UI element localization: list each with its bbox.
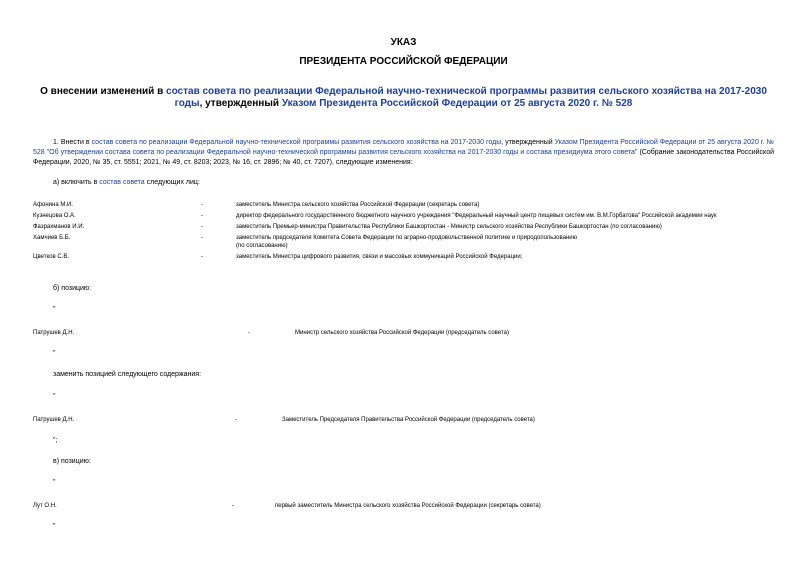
heading-text-2: , утвержденный [199,98,282,109]
member-dash: - [201,213,203,219]
section-b-label: б) позицию: [53,285,92,292]
para-link-decree[interactable]: Указом Президента Российской Федерации от 25 августа 2020 г. № 528 "Об утверждении состава совета по реализации Федеральной научно-технической программы развития сельского хозяйства на 2017-2030 годы и состава президиума этого совета" [33,139,774,156]
heading-text-1: О внесении изменений в [40,86,167,97]
position-name: Патрушев Д.Н. [33,417,75,423]
para-text-1: 1. Внести в [53,139,92,146]
heading-link-council[interactable]: состав совета по реализации Федеральной научно-технической программы развития сельского хозяйства на 2017-2030 годы [166,86,767,109]
member-dash: - [201,235,203,241]
member-row [33,234,793,252]
decree-issuer: ПРЕЗИДЕНТА РОССИЙСКОЙ ФЕДЕРАЦИИ [299,56,508,67]
member-dash: - [201,224,203,230]
quote-open: " [53,393,56,400]
quote-open: " [53,306,56,313]
member-desc: заместитель Министра сельского хозяйства Российской Федерации (секретарь совета) [236,202,480,208]
position-name: Патрушев Д.Н. [33,330,75,336]
member-name: Афонина М.И. [33,202,73,208]
member-desc: заместитель Министра цифрового развития, связи и массовых коммуникаций Российской Федерации; [236,254,523,260]
member-dash: - [201,254,203,260]
member-name: Кузнецова О.А. [33,213,76,219]
para-text-3: (Собрание законодательства Российской Федерации, 2020, № 35, ст. 5551; 2021, № 49, ст. 8203; 2023, № 16, ст. 2896; № 40, ст. 7207), следующие изменения: [33,149,775,166]
member-desc-note: (по согласованию) [236,243,288,249]
para-text-2: , утвержденный [501,139,555,146]
member-dash: - [201,202,203,208]
position-name: Лут О.Н. [33,503,57,509]
decree-title: УКАЗ [390,37,417,48]
quote-close: " [53,350,56,357]
quote-close: "; [53,437,58,444]
replace-label: заменить позицией следующего содержания: [53,371,202,378]
position-desc: первый заместитель Министра сельского хозяйства Российской Федерации (секретарь совета) [275,503,541,509]
member-name: Фазрахманов И.И. [33,224,85,230]
position-dash: - [235,417,237,423]
member-desc: заместитель Премьер-министра Правительства Республики Башкортостан - Министр сельского хозяйства Республики Башкортостан (по согласованию) [236,224,662,230]
position-dash: - [248,330,250,336]
member-name: Цветков С.В. [33,254,69,260]
section-c-label: в) позицию: [53,458,91,465]
member-name: Хамчиев Б.Б. [33,235,71,241]
para-link-council[interactable]: состав совета по реализации Федеральной научно-технической программы развития сельского хозяйства на 2017-2030 годы [91,139,502,146]
quote-close: " [53,523,56,530]
document-heading [40,86,767,110]
member-desc: заместитель председателя Комитета Совета Федерации по аграрно-продовольственной политике и природопользованию (по согласованию) [236,235,578,249]
section-a-label: а) включить в состав совета следующих лиц: [53,179,200,186]
main-paragraph [33,138,774,168]
member-desc: директор федерального государственного бюджетного научного учреждения "Федеральный научный центр пищевых систем им. В.М.Горбатова" Российской академии наук [236,213,717,219]
quote-open: " [53,479,56,486]
position-dash: - [232,503,234,509]
heading-link-decree[interactable]: Указом Президента Российской Федерации от 25 августа 2020 г. № 528 [281,98,633,109]
position-desc: Заместитель Председателя Правительства Российской Федерации (председатель совета) [282,417,535,423]
section-a-link[interactable]: состав совета [99,179,145,186]
position-desc: Министр сельского хозяйства Российской Федерации (председатель совета) [295,330,509,336]
